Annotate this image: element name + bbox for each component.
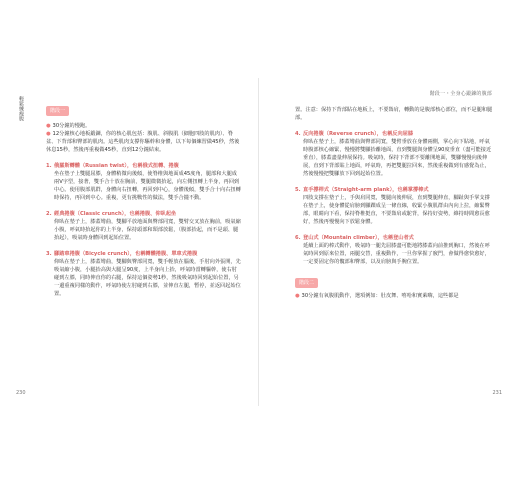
right-content [295, 106, 494, 300]
exercise-2-desc: 仰臥在墊子上，膝蓋彎曲，雙腳平放地面與臀部同寬，雙臂交叉放在胸前，吸氣縮小腹，呼氣時抬起你的上半身，保持頭部和頸部放鬆，（腹部抬起，而不是頭、腿抬起），吸氣時身體回到起始位置。 [54, 219, 241, 241]
bullet-icon: ● [295, 293, 300, 299]
bullet-icon: ● [46, 131, 51, 137]
exercise-5-title: 5. 直手撐桿式（Straight-arm plank），也稱掌撐棒式 [295, 187, 429, 193]
exercise-2 [46, 210, 242, 242]
page-number-left: 230 [16, 390, 26, 396]
exercise-1-title: 1. 俄羅斯轉體（Russian twist），也稱俄式扭轉、捲腹 [46, 163, 179, 169]
intro-line-1: ● 30分鐘的慢跑。 [46, 123, 91, 129]
book-spread [6, 78, 512, 406]
exercise-3-desc: 仰臥在墊子上，膝蓋彎曲，雙腳與臀部同寬，雙手輕放在腦後，手肘向外張開，先吸氣縮小腹，小腿抬高與大腿呈90度，上半身向上抬，呼氣時當轉軀幹，使右肘碰到左膝，同時伸直你的右腿，保持這個姿勢1秒，然後吸氣時回到起始位置，另一邊重複同樣的動作，呼氣時使左肘碰到右膝，並伸直左腿，暫停，並返回起始位置。 [54, 259, 241, 297]
stage-label-1: 階段一 [46, 106, 69, 116]
left-content [46, 106, 242, 298]
exercise-3-title: 3. 腳踏車捲腹（Bicycle crunch），也稱轉體捲腹、單車式捲腹 [46, 251, 198, 257]
exercise-6-title: 6. 登山式（Mountain climber），也稱登山者式 [295, 235, 414, 241]
exercise-4-title: 4. 反向捲腹（Reverse crunch），也稱反向屈膝 [295, 131, 414, 137]
continued-text: 置。注意：保持下背部貼在地板上，不要聳肩，轉動的是腹部核心部位，而不是腿和腿部。 [295, 107, 493, 121]
section-2-line: ● 30分鐘有氧腹肌動作，選項例如：肚皮舞、嘻哈和實萊嗨，這些都是 [295, 293, 459, 299]
intro-line-2: ● 12分鐘核心地板鍛鍊，你的核心肌包括：腹肌、斜腹肌（細胞四肢的肌肉）、脊盆、下背部和臀部的肌肉。這些肌肉支撐你驅幹和身體，以下每個練習做45秒，然後休息15秒，然後再重複做45秒，直到12分鐘結束。 [46, 131, 240, 153]
exercise-5-desc: 四肢支撐在墊子上，手與肩同寬，雙腿向後伸展，直到雙腿伸直，腳趾與手掌支撐在墊子上，使身體從肩膀到腳踝成呈一條直線，收緊小腹肌群由內向上拉，縮緊臀部，眼睛向下看，保持脊椎挺直，不要聳肩或駝背，保持好姿勢，維持時間愈長愈好，然後再慢慢向下放鬆身體。 [303, 195, 490, 225]
exercise-6-desc: 延續上面的棒式動作，吸氣時一腿先屈膝盡可能地將膝蓋向前推到胸口，然後在呼氣時回到原來位置，兩腿交替，重複動作，一旦你掌握了竅門，會做得愈快愈好，一定要固定你的髖部和臀部，以及肩膀與手腕位置。 [303, 243, 490, 265]
running-header: 階段一・全身心鍛鍊的腹部 [429, 91, 492, 97]
section-2 [295, 278, 494, 300]
exercise-1-desc: 坐在墊子上雙腿屈膝，身體稍微向後傾，使脊椎與地面成45度角，腿部和大腿成兩V字型，接著，雙手合十放在胸前，雙腿微微抬起，向左側扭轉上半身，再回到中心。使用腹部肌群，身體向右扭轉，再回到中心，身體後傾，雙手合十向右扭轉時保持，再回到中心。重複，更有挑戰性的做法，雙手合攏不動。 [54, 171, 241, 201]
exercise-4-desc: 仰臥在墊子上，膝蓋彎曲與臀部同寬，雙臂垂放在身體兩側，掌心向下貼地，呼氣時腹部核心縮緊，慢慢將雙腳抬離地面，直到雙腿與身體呈90度垂直（盡可能接近垂直），膝蓋盡量伸展保持。吸氣時，保持下背部不要離開地面，雙腳慢慢向後伸展，直到下背部貼上地面，呼氣時，再把雙腿拉回來，然後重複做到有感覺為止，然後慢慢把雙腳放下回到起始位置。 [303, 139, 492, 177]
exercise-3 [46, 250, 242, 298]
exercise-2-title: 2. 經典捲腹（Classic crunch），也稱捲腹、仰臥起坐 [46, 211, 177, 217]
page-number-right: 231 [492, 390, 502, 396]
exercise-6 [295, 234, 494, 266]
stage-label-2: 階段二 [295, 278, 318, 288]
exercise-1 [46, 162, 242, 202]
intro [46, 122, 242, 154]
side-tab: 輕鬆練瘦腹 [18, 96, 24, 121]
right-page [259, 78, 512, 406]
bullet-icon: ● [46, 123, 51, 129]
exercise-4 [295, 130, 494, 178]
exercise-5 [295, 186, 494, 226]
left-page [6, 78, 259, 406]
